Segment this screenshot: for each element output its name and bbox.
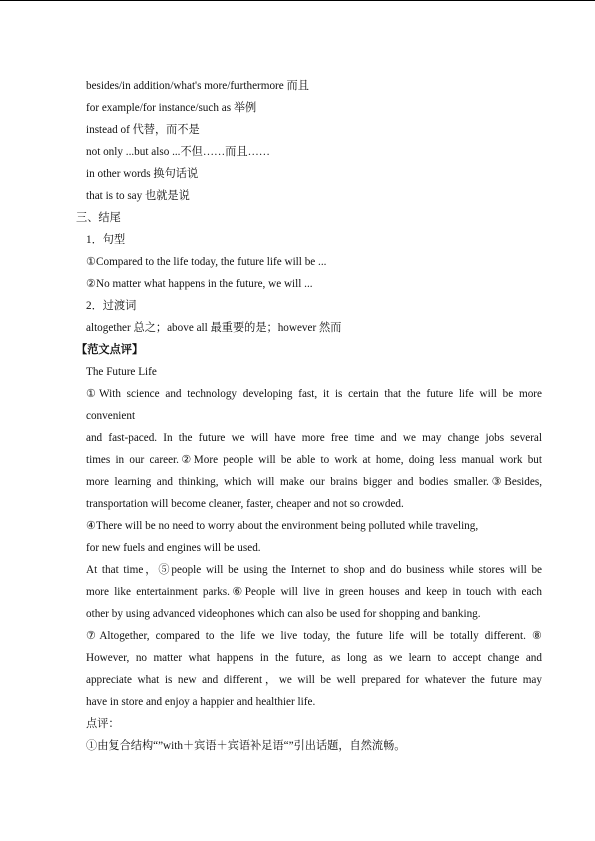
essay-line: for new fuels and engines will be used. [86, 542, 261, 554]
connector-item: instead of 代替，而不是 [86, 124, 200, 136]
essay-line: ①With science and technology developing fast, it is certain that the future life will be more [86, 388, 542, 400]
essay-line: have in store and enjoy a happier and healthier life. [86, 696, 316, 708]
comment-heading: 点评： [86, 718, 120, 730]
essay-line: times in our career.②More people will be able to work at home, doing less manual work but [86, 454, 542, 466]
page-top-rule [0, 0, 595, 1]
essay-line: At that time，⑤people will be using the Internet to shop and do business while stores will be [86, 564, 542, 576]
comment-item: ①由复合结构“”with＋宾语＋宾语补足语“”引出话题，自然流畅。 [86, 740, 406, 752]
subsection-heading: 2．过渡词 [86, 300, 137, 312]
connector-item: for example/for instance/such as 举例 [86, 102, 257, 114]
section-heading: 三、结尾 [76, 212, 121, 224]
connector-item: in other words 换句话说 [86, 168, 199, 180]
essay-line: ④There will be no need to worry about the environment being polluted while traveling, [86, 520, 479, 532]
connector-item: besides/in addition/what's more/furthermore 而且 [86, 80, 309, 92]
connector-item: that is to say 也就是说 [86, 190, 190, 202]
essay-line: However, no matter what happens in the future, as long as we learn to accept change and [86, 652, 542, 664]
essay-line: ⑦Altogether, compared to the life we live today, the future life will be totally different. ⑧ [86, 630, 542, 642]
sentence-pattern: ①Compared to the life today, the future life will be ... [86, 256, 327, 268]
essay-line: convenient [86, 410, 136, 422]
essay-line: other by using advanced videophones which can also be used for shopping and banking. [86, 608, 481, 620]
review-heading: 【范文点评】 [76, 344, 144, 356]
essay-line: appreciate what is new and different，we will be well prepared for whatever the future may [86, 674, 542, 686]
essay-line: more like entertainment parks.⑥People will live in green houses and keep in touch with each [86, 586, 542, 598]
sentence-pattern: ②No matter what happens in the future, we will ... [86, 278, 313, 290]
subsection-heading: 1．句型 [86, 234, 126, 246]
connector-item: not only ...but also ...不但……而且…… [86, 146, 270, 158]
essay-line: more learning and thinking, which will make our brains bigger and bodies smaller.③Besides, [86, 476, 542, 488]
essay-line: transportation will become cleaner, faster, cheaper and not so crowded. [86, 498, 404, 510]
essay-title: The Future Life [86, 366, 157, 378]
essay-line: and fast-paced. In the future we will have more free time and we may change jobs several [86, 432, 542, 444]
transition-words: altogether 总之；above all 最重要的是；however 然而 [86, 322, 342, 334]
